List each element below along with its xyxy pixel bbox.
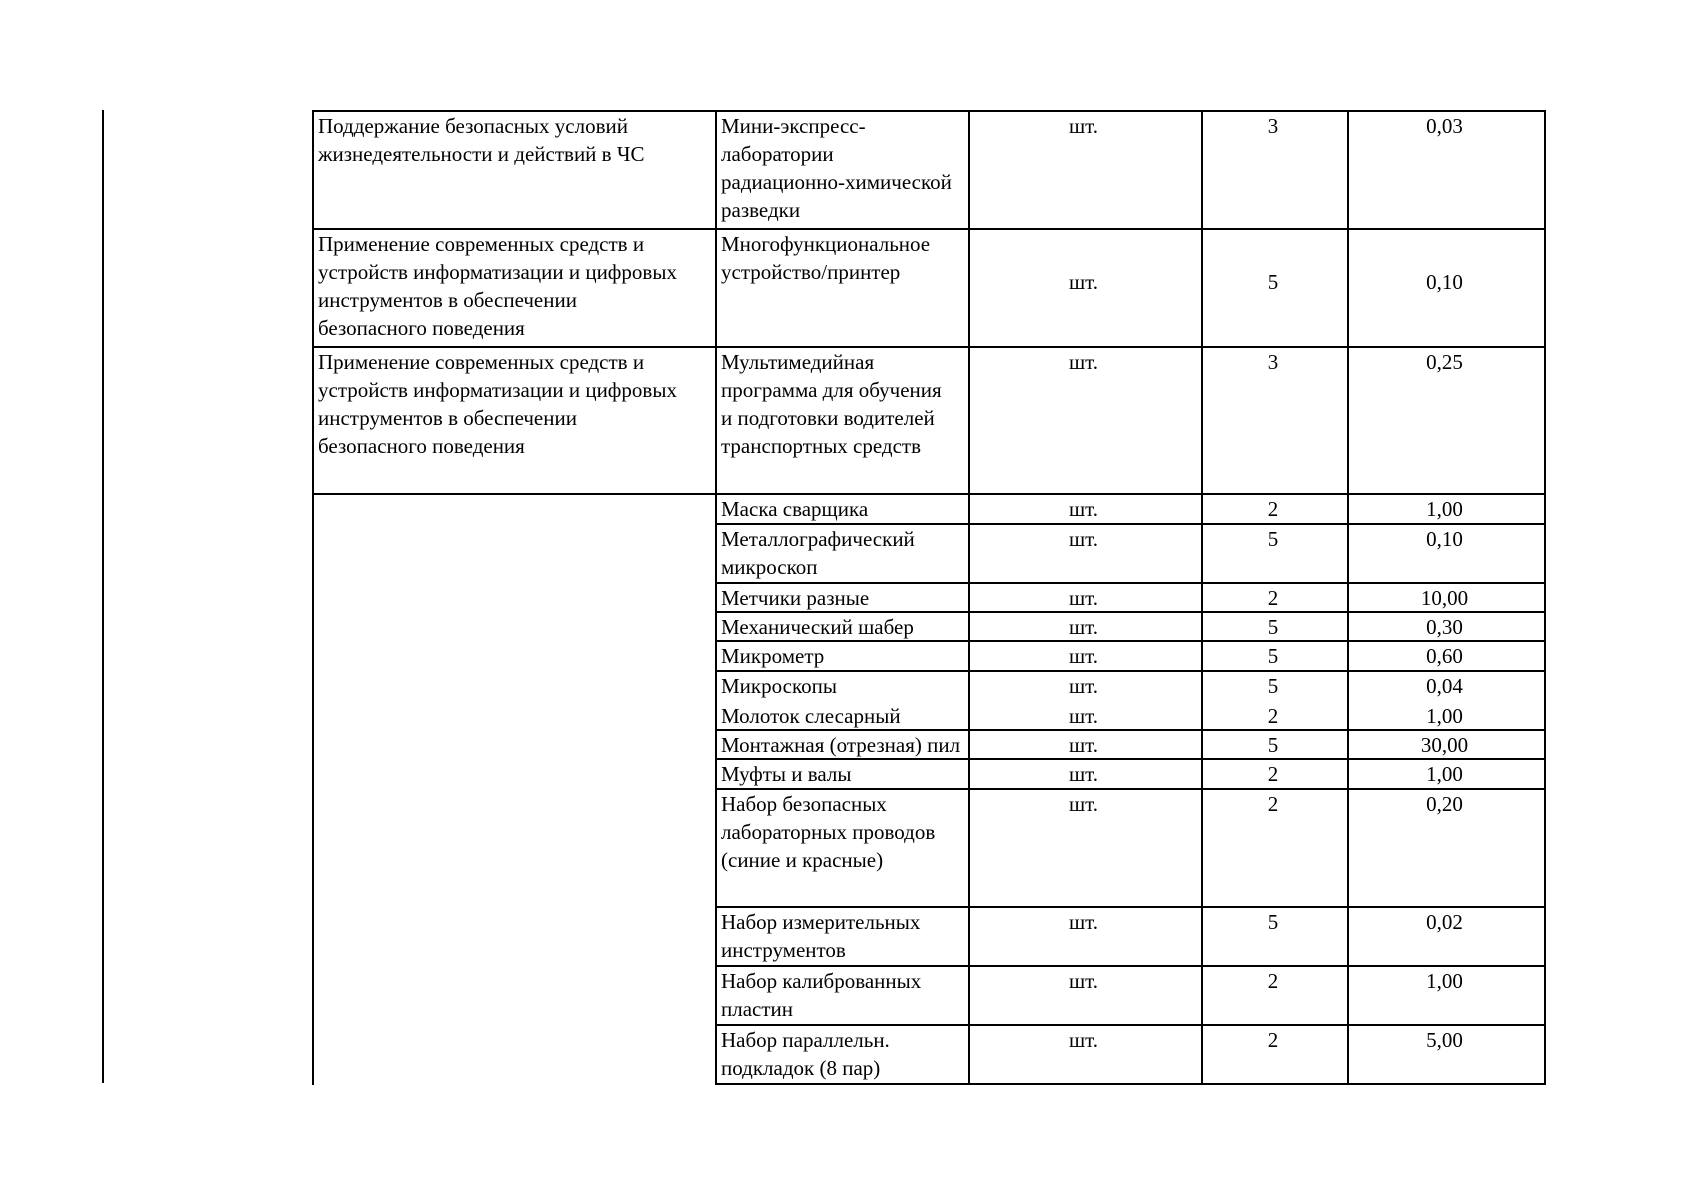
unit-cell: шт. [1068, 762, 1099, 786]
quantity-cell: 5 [1267, 733, 1279, 757]
value-cell: 5,00 [1426, 1028, 1463, 1052]
value-cell: 0,10 [1426, 527, 1463, 551]
item-name-cell: Механический шабер [721, 615, 914, 639]
item-name-cell: Набор параллельн. подкладок (8 пар) [721, 1028, 890, 1080]
value-cell: 1,00 [1426, 497, 1463, 521]
value-cell: 0,02 [1426, 910, 1463, 934]
unit-cell: шт. [1068, 1028, 1099, 1052]
quantity-cell: 2 [1267, 704, 1279, 728]
quantity-cell: 2 [1267, 969, 1279, 993]
row-border [715, 1083, 1546, 1085]
value-cell: 1,00 [1426, 762, 1463, 786]
quantity-cell: 3 [1267, 114, 1279, 138]
value-cell: 0,03 [1426, 114, 1463, 138]
unit-cell: шт. [1068, 733, 1099, 757]
unit-cell: шт. [1068, 674, 1099, 698]
quantity-cell: 5 [1267, 270, 1279, 294]
item-name-cell: Металлографический микроскоп [721, 527, 915, 579]
item-name-cell: Набор калиброванных пластин [721, 969, 922, 1021]
category-cell: Применение современных средств и устройств информатизации и цифровых инструментов в обеспечении безопасного поведения [318, 232, 677, 340]
category-cell: Поддержание безопасных условий жизнедеятельности и действий в ЧС [318, 114, 645, 166]
quantity-cell: 2 [1267, 762, 1279, 786]
margin-line [102, 110, 104, 1083]
unit-cell: шт. [1068, 497, 1099, 521]
quantity-cell: 2 [1267, 586, 1279, 610]
value-cell: 0,10 [1426, 270, 1463, 294]
unit-cell: шт. [1068, 270, 1099, 294]
value-cell: 0,25 [1426, 350, 1463, 374]
value-cell: 1,00 [1426, 969, 1463, 993]
quantity-cell: 2 [1267, 497, 1279, 521]
unit-cell: шт. [1068, 114, 1099, 138]
item-name-cell: Монтажная (отрезная) пил [721, 733, 961, 757]
quantity-cell: 5 [1267, 644, 1279, 668]
value-cell: 0,60 [1426, 644, 1463, 668]
item-name-cell: Мультимедийная программа для обучения и подготовки водителей транспортных средств [721, 350, 942, 458]
quantity-cell: 5 [1267, 674, 1279, 698]
unit-cell: шт. [1068, 350, 1099, 374]
value-cell: 0,30 [1426, 615, 1463, 639]
unit-cell: шт. [1068, 910, 1099, 934]
item-name-cell: Мини-экспресс- лаборатории радиационно-химической разведки [721, 114, 952, 222]
unit-cell: шт. [1068, 527, 1099, 551]
item-name-cell: Молоток слесарный [721, 704, 901, 728]
unit-cell: шт. [1068, 704, 1099, 728]
unit-cell: шт. [1068, 615, 1099, 639]
item-name-cell: Микрометр [721, 644, 825, 668]
value-cell: 30,00 [1420, 733, 1469, 757]
value-cell: 1,00 [1426, 704, 1463, 728]
unit-cell: шт. [1068, 969, 1099, 993]
quantity-cell: 5 [1267, 527, 1279, 551]
item-name-cell: Набор измерительных инструментов [721, 910, 921, 962]
item-name-cell: Набор безопасных лабораторных проводов (синие и красные) [721, 792, 936, 872]
value-cell: 0,04 [1426, 674, 1463, 698]
unit-cell: шт. [1068, 792, 1099, 816]
item-name-cell: Маска сварщика [721, 497, 869, 521]
value-cell: 10,00 [1420, 586, 1469, 610]
item-name-cell: Муфты и валы [721, 762, 852, 786]
item-name-cell: Метчики разные [721, 586, 870, 610]
unit-cell: шт. [1068, 586, 1099, 610]
item-name-cell: Многофункциональное устройство/принтер [721, 232, 931, 284]
quantity-cell: 3 [1267, 350, 1279, 374]
category-cell: Применение современных средств и устройств информатизации и цифровых инструментов в обеспечении безопасного поведения [318, 350, 677, 458]
item-name-cell: Микроскопы [721, 674, 837, 698]
quantity-cell: 2 [1267, 1028, 1279, 1052]
quantity-cell: 5 [1267, 910, 1279, 934]
quantity-cell: 2 [1267, 792, 1279, 816]
value-cell: 0,20 [1426, 792, 1463, 816]
column-border [1544, 110, 1546, 1085]
unit-cell: шт. [1068, 644, 1099, 668]
quantity-cell: 5 [1267, 615, 1279, 639]
